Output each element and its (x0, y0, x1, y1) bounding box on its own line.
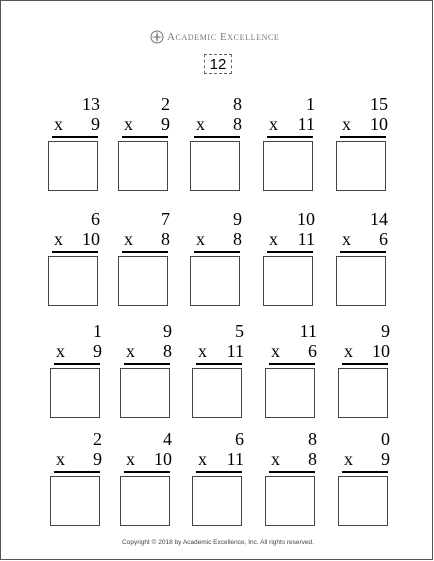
times-sign: x (196, 229, 205, 249)
times-sign: x (342, 114, 351, 134)
multiplier: 8 (233, 114, 242, 134)
multiplicand: 4 (163, 429, 172, 449)
answer-rule (342, 471, 388, 473)
multiplier: 10 (372, 341, 390, 361)
answer-rule (122, 251, 168, 253)
answer-box[interactable] (118, 141, 168, 191)
problem-5 (336, 95, 398, 190)
multiplicand: 0 (381, 429, 390, 449)
copyright-notice: Copyright © 2018 by Academic Excellence, Inc. All rights reserved. (122, 539, 314, 546)
answer-rule (196, 471, 242, 473)
multiplicand: 6 (91, 209, 100, 229)
answer-rule (124, 363, 170, 365)
times-sign: x (269, 229, 278, 249)
answer-rule (267, 251, 313, 253)
multiplicand: 11 (299, 321, 317, 341)
times-sign: x (344, 341, 353, 361)
multiplier: 11 (226, 341, 244, 361)
multiplicand: 1 (306, 94, 315, 114)
answer-rule (124, 471, 170, 473)
answer-box[interactable] (336, 141, 386, 191)
times-sign: x (271, 341, 280, 361)
multiplier: 10 (370, 114, 388, 134)
times-sign: x (198, 449, 207, 469)
times-sign: x (54, 114, 63, 134)
problem-17 (120, 430, 182, 525)
multiplicand: 5 (235, 321, 244, 341)
problem-16 (50, 430, 112, 525)
problem-10 (336, 210, 398, 305)
answer-box[interactable] (338, 368, 388, 418)
multiplicand: 9 (163, 321, 172, 341)
answer-box[interactable] (338, 476, 388, 526)
times-sign: x (198, 341, 207, 361)
problem-11 (50, 322, 112, 417)
answer-box[interactable] (192, 368, 242, 418)
times-sign: x (271, 449, 280, 469)
multiplicand: 2 (161, 94, 170, 114)
problem-7 (118, 210, 180, 305)
multiplier: 8 (161, 229, 170, 249)
times-sign: x (344, 449, 353, 469)
answer-box[interactable] (265, 476, 315, 526)
answer-rule (269, 363, 315, 365)
times-sign: x (269, 114, 278, 134)
multiplier: 10 (154, 449, 172, 469)
problem-3 (190, 95, 252, 190)
answer-box[interactable] (265, 368, 315, 418)
answer-rule (194, 136, 240, 138)
answer-box[interactable] (120, 368, 170, 418)
multiplicand: 8 (308, 429, 317, 449)
multiplicand: 6 (235, 429, 244, 449)
times-sign: x (56, 341, 65, 361)
multiplier: 9 (91, 114, 100, 134)
multiplier: 11 (226, 449, 244, 469)
answer-box[interactable] (48, 141, 98, 191)
answer-box[interactable] (190, 141, 240, 191)
times-sign: x (56, 449, 65, 469)
multiplicand: 10 (297, 209, 315, 229)
sheet-number: 12 (204, 54, 232, 74)
problem-15 (338, 322, 400, 417)
answer-box[interactable] (118, 256, 168, 306)
problem-9 (263, 210, 325, 305)
multiplicand: 15 (370, 94, 388, 114)
multiplier: 11 (297, 114, 315, 134)
multiplier: 6 (379, 229, 388, 249)
times-sign: x (124, 229, 133, 249)
multiplier: 8 (163, 341, 172, 361)
multiplicand: 9 (381, 321, 390, 341)
answer-rule (196, 363, 242, 365)
multiplier: 8 (233, 229, 242, 249)
times-sign: x (196, 114, 205, 134)
multiplicand: 14 (370, 209, 388, 229)
brand-name: Academic Excellence (167, 31, 280, 43)
answer-box[interactable] (263, 141, 313, 191)
multiplier: 9 (161, 114, 170, 134)
answer-rule (54, 471, 100, 473)
answer-box[interactable] (263, 256, 313, 306)
problem-6 (48, 210, 110, 305)
times-sign: x (126, 341, 135, 361)
times-sign: x (124, 114, 133, 134)
answer-rule (269, 471, 315, 473)
times-sign: x (342, 229, 351, 249)
problem-20 (338, 430, 400, 525)
answer-box[interactable] (48, 256, 98, 306)
answer-box[interactable] (192, 476, 242, 526)
multiplicand: 1 (93, 321, 102, 341)
problem-14 (265, 322, 327, 417)
answer-box[interactable] (336, 256, 386, 306)
answer-rule (54, 363, 100, 365)
times-sign: x (126, 449, 135, 469)
answer-box[interactable] (50, 476, 100, 526)
answer-rule (52, 136, 98, 138)
multiplicand: 2 (93, 429, 102, 449)
answer-rule (342, 363, 388, 365)
multiplier: 10 (82, 229, 100, 249)
multiplicand: 9 (233, 209, 242, 229)
answer-rule (267, 136, 313, 138)
header (1, 29, 434, 47)
problem-2 (118, 95, 180, 190)
multiplicand: 8 (233, 94, 242, 114)
compass-rose-icon (150, 30, 164, 44)
multiplier: 9 (93, 449, 102, 469)
answer-box[interactable] (120, 476, 170, 526)
answer-rule (122, 136, 168, 138)
answer-rule (52, 251, 98, 253)
problem-19 (265, 430, 327, 525)
problem-8 (190, 210, 252, 305)
multiplier: 6 (308, 341, 317, 361)
multiplier: 11 (297, 229, 315, 249)
multiplicand: 7 (161, 209, 170, 229)
multiplier: 9 (381, 449, 390, 469)
multiplier: 8 (308, 449, 317, 469)
answer-rule (340, 251, 386, 253)
answer-rule (194, 251, 240, 253)
answer-box[interactable] (190, 256, 240, 306)
problem-12 (120, 322, 182, 417)
problem-18 (192, 430, 254, 525)
answer-box[interactable] (50, 368, 100, 418)
problem-4 (263, 95, 325, 190)
multiplier: 9 (93, 341, 102, 361)
problem-13 (192, 322, 254, 417)
answer-rule (340, 136, 386, 138)
multiplicand: 13 (82, 94, 100, 114)
problem-1 (48, 95, 110, 190)
times-sign: x (54, 229, 63, 249)
